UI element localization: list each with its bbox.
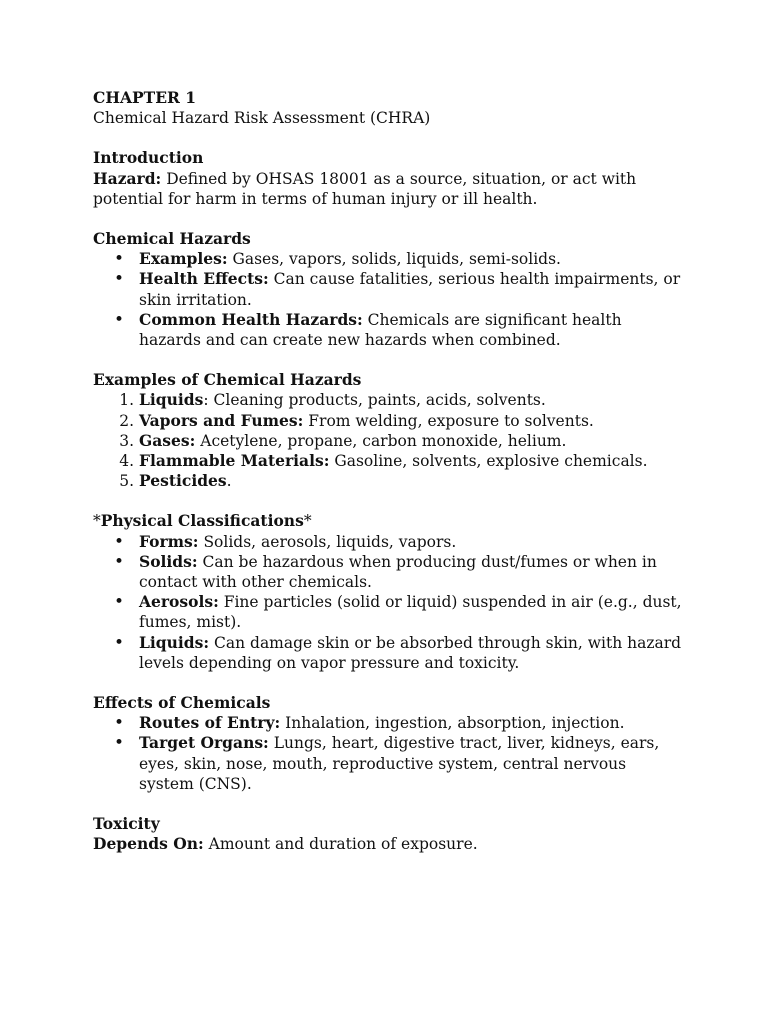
list-item: • Forms: Solids, aerosols, liquids, vapors. (139, 532, 683, 552)
list-item: • Common Health Hazards: Chemicals are significant health hazards and can create new hazards when combined. (139, 310, 683, 350)
list-item: 2. Vapors and Fumes: From welding, exposure to solvents. (139, 411, 683, 431)
hazard-definition: Hazard: Defined by OHSAS 18001 as a source, situation, or act with potential for harm in terms of human injury or ill health. (93, 168, 637, 208)
list-item: • Examples: Gases, vapors, solids, liquids, semi-solids. (139, 249, 683, 269)
section-heading-effects: Effects of Chemicals (93, 693, 271, 713)
list-item: • Solids: Can be hazardous when producing dust/fumes or when in contact with other chemicals. (139, 552, 683, 592)
examples-list (93, 390, 683, 491)
chapter-label: CHAPTER 1 (93, 88, 197, 107)
toxicity-depends-on: Depends On: Amount and duration of exposure. (93, 834, 478, 854)
list-item: 5. Pesticides. (139, 471, 683, 491)
list-item: • Liquids: Can damage skin or be absorbed through skin, with hazard levels depending on vapor pressure and toxicity. (139, 633, 683, 673)
list-item: 3. Gases: Acetylene, propane, carbon monoxide, helium. (139, 431, 683, 451)
section-heading-toxicity: Toxicity (93, 814, 160, 834)
list-item: 1. Liquids: Cleaning products, paints, acids, solvents. (139, 390, 683, 410)
section-heading-chemical-hazards: Chemical Hazards (93, 229, 251, 249)
chemical-hazards-list (93, 249, 683, 350)
section-heading-introduction: Introduction (93, 148, 204, 168)
list-item: 4. Flammable Materials: Gasoline, solvents, explosive chemicals. (139, 451, 683, 471)
effects-list (93, 713, 683, 794)
list-item: • Health Effects: Can cause fatalities, serious health impairments, or skin irritation. (139, 269, 683, 309)
list-item: • Aerosols: Fine particles (solid or liquid) suspended in air (e.g., dust, fumes, mist). (139, 592, 683, 632)
section-heading-physical: *Physical Classifications* (93, 511, 312, 531)
list-item: • Target Organs: Lungs, heart, digestive tract, liver, kidneys, ears, eyes, skin, nose, mouth, reproductive system, central nervous system (CNS). (139, 733, 683, 794)
physical-classifications-list (93, 532, 683, 673)
section-heading-examples: Examples of Chemical Hazards (93, 370, 362, 390)
document-title: Chemical Hazard Risk Assessment (CHRA) (93, 109, 431, 128)
list-item: • Routes of Entry: Inhalation, ingestion, absorption, injection. (139, 713, 683, 733)
document-page (93, 88, 683, 855)
